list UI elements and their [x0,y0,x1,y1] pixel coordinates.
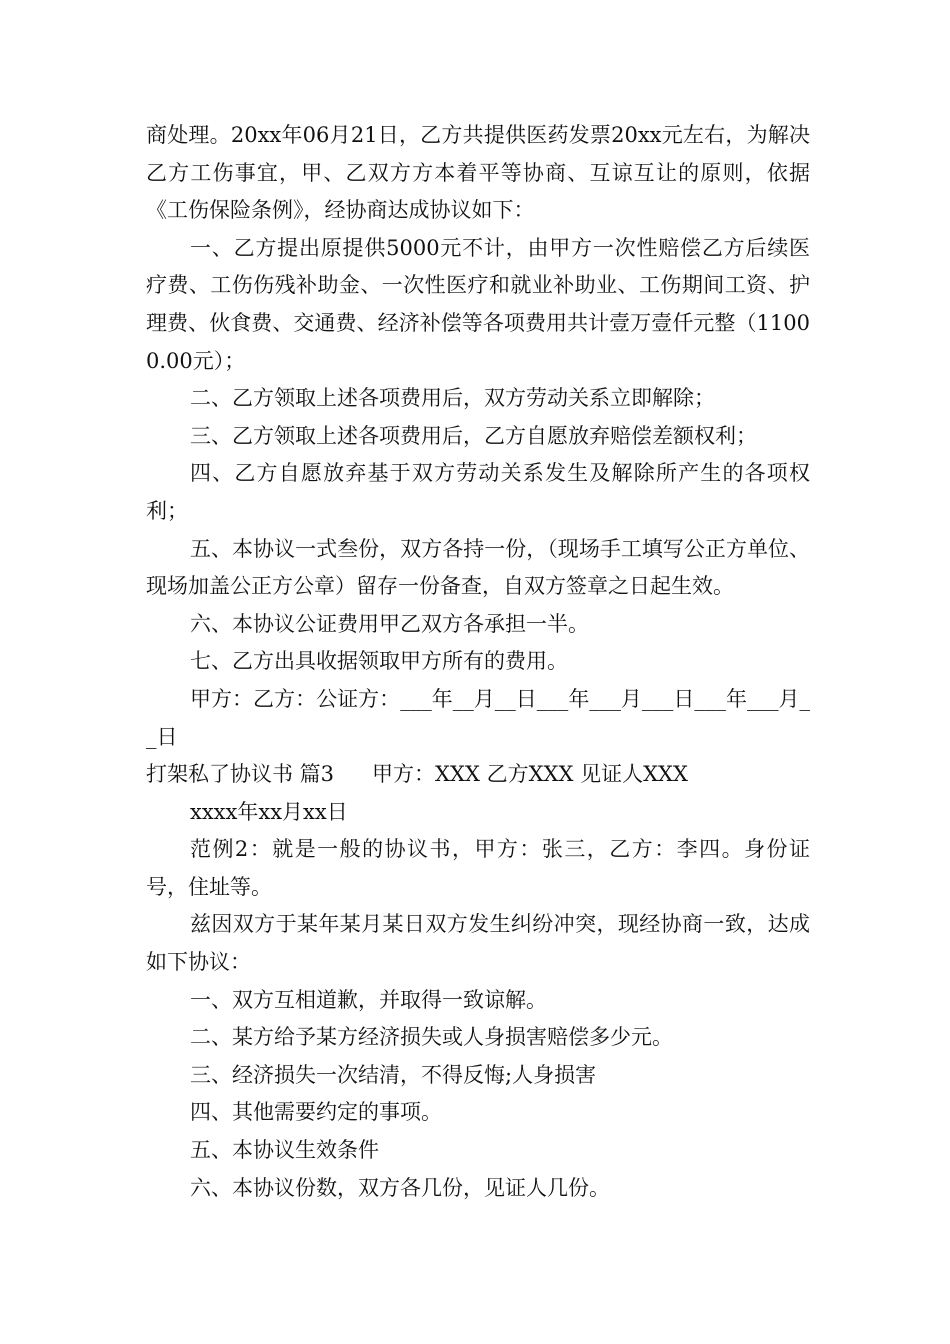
example-clause-3: 三、经济损失一次结清，不得反悔;人身损害 [190,1062,597,1087]
clause-4: 四、乙方自愿放弃基于双方劳动关系发生及解除所产生的各项权利； [146,461,810,523]
clause-2: 二、乙方领取上述各项费用后，双方劳动关系立即解除； [190,386,715,411]
example-clause-6: 六、本协议份数，双方各几份，见证人几份。 [190,1175,610,1200]
date-line: xxxx年xx月xx日 [190,799,348,824]
example-preamble: 兹因双方于某年某月某日双方发生纠纷冲突，现经协商一致，达成如下协议： [146,912,810,975]
example-clause-1: 一、双方互相道歉，并取得一致谅解。 [190,987,547,1012]
clause-6: 六、本协议公证费用甲乙双方各承担一半。 [190,611,589,636]
example-intro: 范例2：就是一般的协议书，甲方：张三，乙方：李四。身份证号，住址等。 [146,837,810,899]
section-title-line [146,756,810,794]
clause-1: 一、乙方提出原提供5000元不计，由甲方一次性赔偿乙方后续医疗费、工伤伤残补助金、一次性医疗和就业补助业、工伤期间工资、护理费、伙食费、交通费、经济补偿等各项费用共计壹万壹仟元整（11000.00元）； [146,235,810,373]
example-clause-2: 二、某方给予某方经济损失或人身损害赔偿多少元。 [190,1025,673,1050]
section-title: 打架私了协议书 篇3 [146,762,335,787]
parties-line: 甲方：XXX 乙方XXX 见证人XXX [372,762,688,787]
paragraph-intro: 商处理。20xx年06月21日，乙方共提供医药发票20xx元左右，为解决乙方工伤事宜，甲、乙双方方本着平等协商、互谅互让的原则，依据《工伤保险条例》，经协商达成协议如下： [146,123,810,223]
clause-7: 七、乙方出具收据领取甲方所有的费用。 [190,649,568,674]
clause-3: 三、乙方领取上述各项费用后，乙方自愿放弃赔偿差额权利； [190,423,757,448]
signature-line: 甲方：乙方：公证方：___年__月__日___年___月___日___年___月__日 [146,686,810,749]
example-clause-4: 四、其他需要约定的事项。 [190,1100,442,1125]
clause-5: 五、本协议一式叁份，双方各持一份，（现场手工填写公正方单位、现场加盖公正方公章）留存一份备查，自双方签章之日起生效。 [146,536,810,599]
example-clause-5: 五、本协议生效条件 [190,1138,379,1163]
document-body [146,117,810,1207]
